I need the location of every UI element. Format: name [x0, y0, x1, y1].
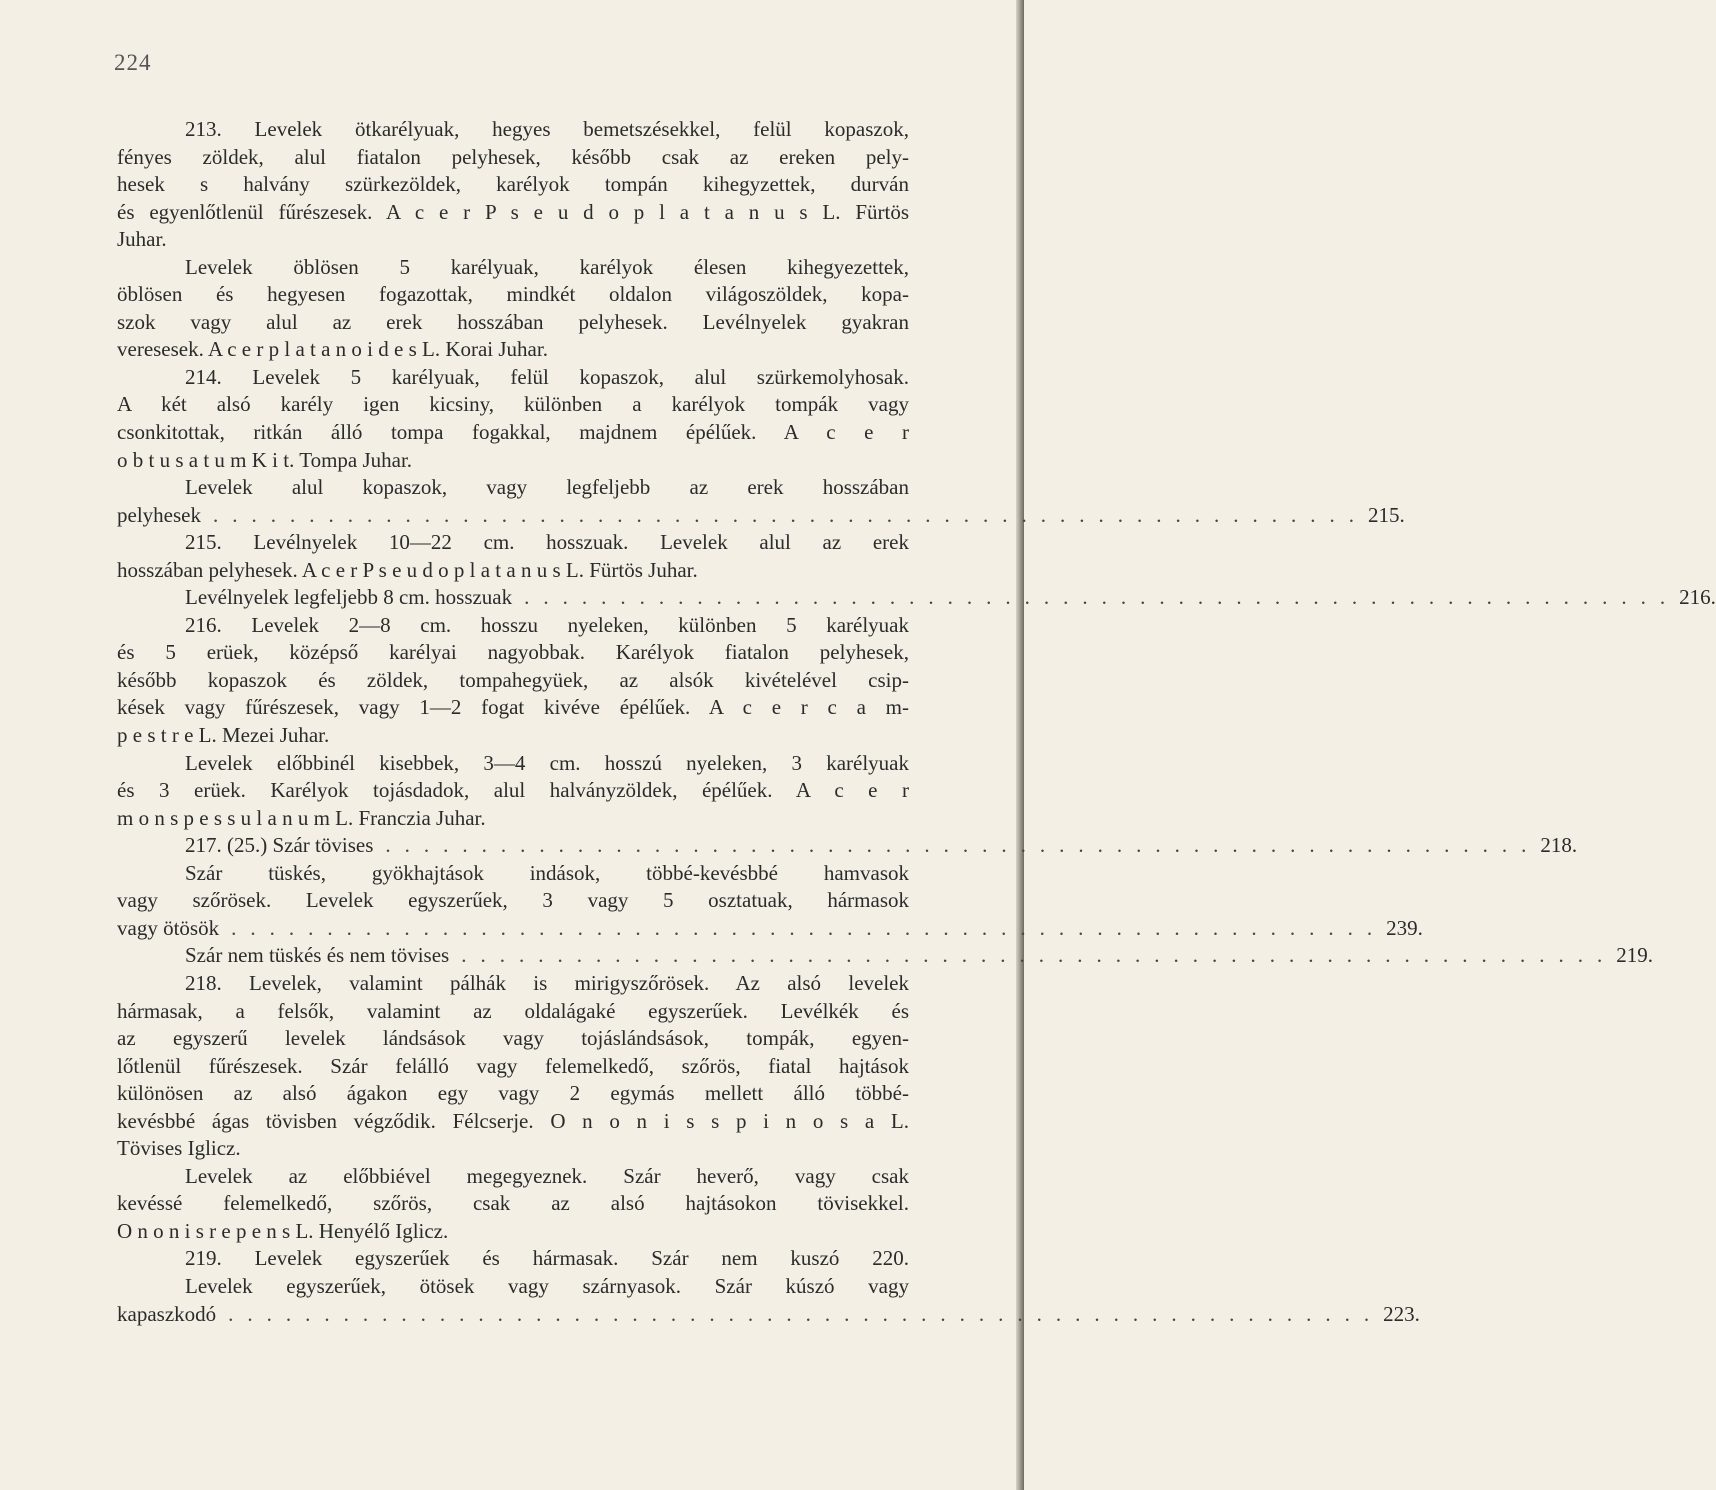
reference-number: 239. — [1386, 915, 1423, 940]
line-text: pelyhesek — [117, 502, 201, 527]
text-line: szok vagy alul az erek hosszában pelyhesek. Levélnyelek gyakran — [117, 309, 909, 334]
text-line: csonkitottak, ritkán álló tompa fogakkal, majdnem épélűek. A c e r — [117, 420, 909, 445]
body-text — [117, 116, 1716, 1328]
text-line: hármasak, a felsők, valamint az oldalágaké egyszerűek. Levélkék és — [117, 998, 909, 1023]
line-text: vagy ötösök — [117, 915, 220, 940]
line-text: 217. (25.) Szár tövises — [185, 833, 374, 858]
text-line: o b t u s a t u m K i t. Tompa Juhar. — [117, 447, 413, 472]
line-text: Levélnyelek legfeljebb 8 cm. hosszuak — [185, 585, 513, 610]
text-line: veresesek. A c e r p l a t a n o i d e s L. Korai Juhar. — [117, 337, 548, 362]
text-line: 219. Levelek egyszerűek és hármasak. Szár nem kuszó 220. — [185, 1246, 909, 1271]
text-line: Levelek alul kopaszok, vagy legfeljebb az erek hosszában — [185, 475, 909, 500]
reference-number: 216. — [1679, 585, 1716, 610]
text-line: kevéssé felemelkedő, szőrös, csak az alsó hajtásokon tövisekkel. — [117, 1191, 909, 1216]
text-line: A két alsó karély igen kicsiny, különben a karélyok tompák vagy — [117, 392, 909, 417]
text-line: és 5 erüek, középső karélyai nagyobbak. Karélyok fiatalon pelyhesek, — [117, 640, 909, 665]
text-line — [117, 1301, 1420, 1329]
text-line: kevésbbé ágas tövisben végződik. Félcserje. O n o n i s s p i n o s a L. — [117, 1108, 909, 1133]
text-line: és egyenlőtlenül fűrészesek. A c e r P s e u d o p l a t a n u s L. Fürtös — [117, 199, 909, 224]
text-line: Levelek egyszerűek, ötösek vagy szárnyasok. Szár kúszó vagy — [185, 1273, 909, 1298]
text-line: 218. Levelek, valamint pálhák is mirigyszőrösek. Az alsó levelek — [185, 970, 909, 995]
text-line: Szár tüskés, gyökhajtások indások, többé-kevésbbé hamvasok — [185, 860, 909, 885]
dot-leader: ............................................................ — [524, 585, 1680, 610]
text-line: fényes zöldek, alul fiatalon pelyhesek, később csak az ereken pely- — [117, 144, 909, 169]
reference-number: 215. — [1367, 502, 1405, 527]
text-line: 216. Levelek 2—8 cm. hosszu nyeleken, különben 5 karélyuak — [185, 612, 909, 637]
text-line: 214. Levelek 5 karélyuak, felül kopaszok, alul szürkemolyhosak. — [185, 364, 909, 389]
reference-number: 223. — [1383, 1301, 1420, 1326]
text-line: az egyszerű levelek lándsások vagy tojáslándsások, tompák, egyen- — [117, 1026, 909, 1051]
text-line: Juhar. — [117, 227, 167, 252]
text-line: vagy szőrösek. Levelek egyszerűek, 3 vagy 5 osztatuak, hármasok — [117, 888, 909, 913]
reference-number: 219. — [1616, 943, 1653, 968]
text-line — [117, 502, 1405, 530]
dot-leader: ............................................................ — [385, 833, 1541, 858]
text-line: Tövises Iglicz. — [117, 1136, 241, 1161]
text-line: öblösen és hegyesen fogazottak, mindkét oldalon világoszöldek, kopa- — [117, 282, 909, 307]
reference-number: 218. — [1540, 833, 1578, 858]
text-line: hosszában pelyhesek. A c e r P s e u d o p l a t a n u s L. Fürtös Juhar. — [117, 557, 698, 582]
text-line: Levelek öblösen 5 karélyuak, karélyok élesen kihegyezettek, — [185, 254, 909, 279]
dot-leader: ............................................................ — [461, 943, 1617, 968]
dot-leader: ............................................................ — [231, 915, 1387, 940]
text-line: lőtlenül fűrészesek. Szár felálló vagy felemelkedő, szőrös, fiatal hajtások — [117, 1053, 909, 1078]
line-text: Szár nem tüskés és nem tövises — [185, 943, 450, 968]
text-line: és 3 erüek. Karélyok tojásdadok, alul halványzöldek, épélűek. A c e r — [117, 778, 909, 803]
text-line: később kopaszok és zöldek, tompahegyüek, az alsók kivételével csip- — [117, 667, 909, 692]
text-line: kések vagy fűrészesek, vagy 1—2 fogat kivéve épélűek. A c e r c a m- — [117, 695, 909, 720]
text-line — [117, 832, 1578, 860]
text-line — [117, 915, 1423, 943]
text-line: különösen az alsó ágakon egy vagy 2 egymás mellett álló többé- — [117, 1081, 909, 1106]
text-line: m o n s p e s s u l a n u m L. Franczia Juhar. — [117, 805, 486, 830]
text-line — [117, 942, 1653, 970]
page-edge-shadow — [1016, 0, 1024, 1490]
dot-leader: ............................................................ — [212, 502, 1368, 527]
text-line: 215. Levélnyelek 10—22 cm. hosszuak. Levelek alul az erek — [185, 530, 909, 555]
text-line: 213. Levelek ötkarélyuak, hegyes bemetszésekkel, felül kopaszok, — [185, 117, 909, 141]
text-line: hesek s halvány szürkezöldek, karélyok tompán kihegyzettek, durván — [117, 172, 909, 197]
text-line: Levelek előbbinél kisebbek, 3—4 cm. hosszú nyeleken, 3 karélyuak — [185, 750, 909, 775]
dot-leader: ............................................................ — [228, 1301, 1384, 1326]
page-number: 224 — [114, 50, 152, 75]
text-line: O n o n i s r e p e n s L. Henyélő Iglicz. — [117, 1218, 449, 1243]
text-line — [117, 584, 1716, 612]
text-line: p e s t r e L. Mezei Juhar. — [117, 723, 330, 748]
text-line: Levelek az előbbiével megegyeznek. Szár heverő, vagy csak — [185, 1163, 909, 1188]
line-text: kapaszkodó — [117, 1301, 217, 1326]
